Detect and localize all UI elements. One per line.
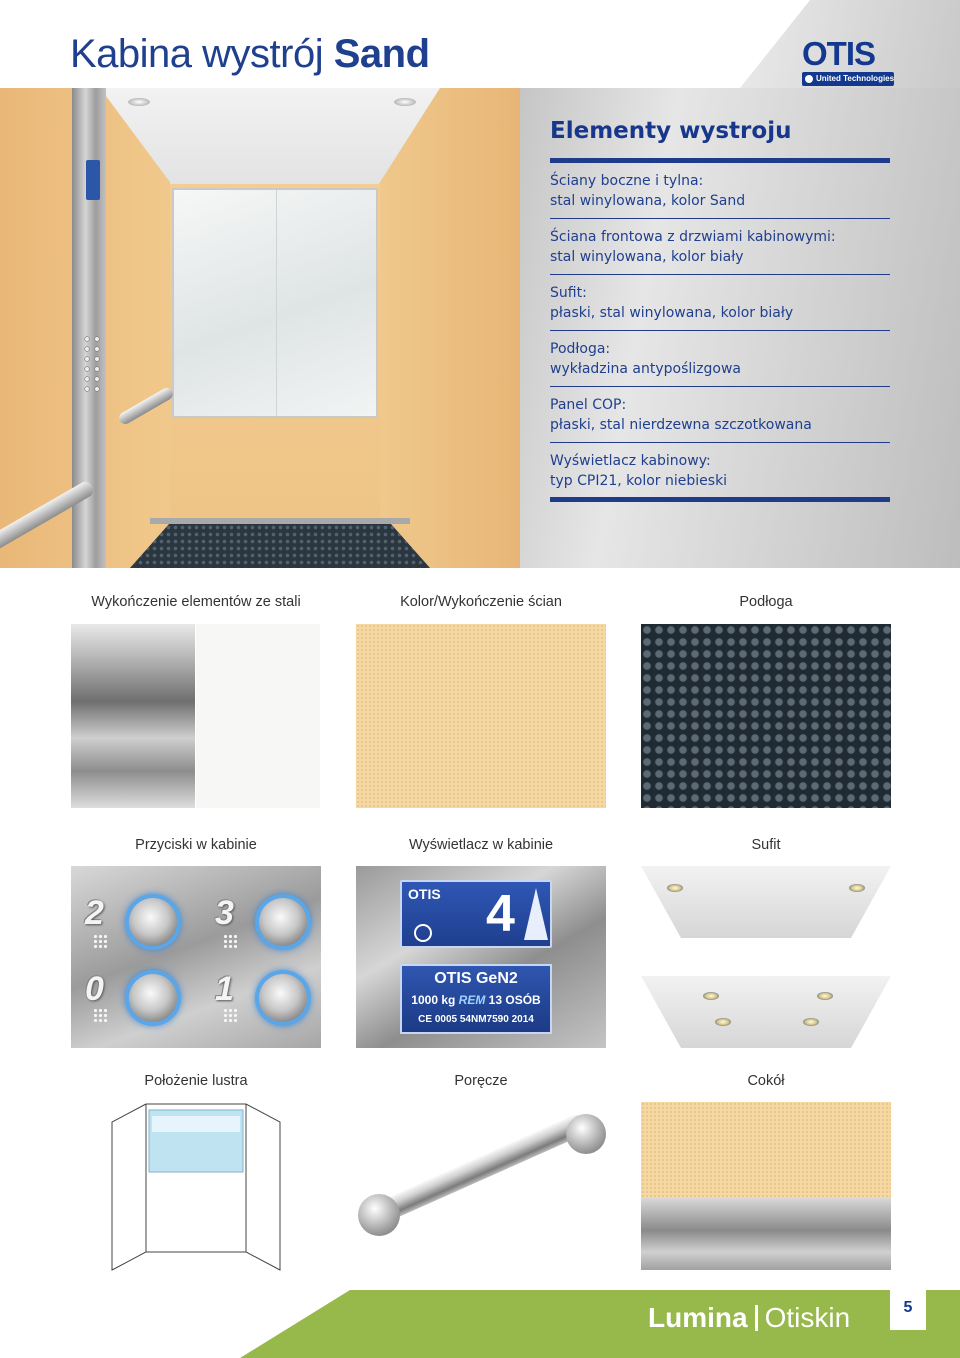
feature-item bbox=[550, 443, 890, 502]
caption-plinth: Cokół bbox=[747, 1073, 785, 1089]
handrail-end-icon bbox=[566, 1114, 606, 1154]
cabin-skirting bbox=[150, 518, 410, 524]
capacity-plate bbox=[400, 964, 552, 1034]
plate-persons: 13 OSÓB bbox=[485, 993, 541, 1007]
button-number: 2 bbox=[85, 894, 104, 932]
feature-item bbox=[550, 219, 890, 275]
caption-wall-color: Kolor/Wykończenie ścian bbox=[400, 594, 562, 610]
spotlight-icon bbox=[715, 1018, 731, 1026]
braille-icon bbox=[223, 934, 237, 948]
features-list bbox=[550, 118, 890, 502]
caption-mirror: Położenie lustra bbox=[144, 1073, 248, 1089]
floor-swatch bbox=[641, 624, 891, 808]
call-button-icon bbox=[259, 898, 307, 946]
cop-display-icon bbox=[86, 160, 100, 200]
mirror-diagram-icon bbox=[110, 1102, 282, 1272]
plate-line-2 bbox=[402, 993, 550, 1007]
logo-word: OTIS bbox=[802, 35, 876, 72]
feature-value: typ CPI21, kolor niebieski bbox=[550, 473, 728, 489]
braille-icon bbox=[93, 934, 107, 948]
sand-swatch bbox=[356, 624, 606, 808]
footer-separator bbox=[755, 1305, 758, 1331]
plinth-wall bbox=[641, 1102, 891, 1198]
spotlight-icon bbox=[803, 1018, 819, 1026]
feature-label: Sufit: bbox=[550, 285, 587, 301]
caption-handrail: Poręcze bbox=[454, 1073, 508, 1089]
logo-tag-text: United Technologies bbox=[816, 74, 895, 83]
cabin-floor bbox=[130, 524, 430, 568]
display-floor: 4 bbox=[486, 885, 513, 943]
feature-label: Ściana frontowa z drzwiami kabinowymi: bbox=[550, 229, 836, 245]
call-button-icon bbox=[129, 898, 177, 946]
plate-weight: 1000 kg bbox=[411, 993, 459, 1007]
spotlight-icon bbox=[703, 992, 719, 1000]
footer-brand bbox=[648, 1302, 850, 1334]
cabin-photo bbox=[0, 88, 520, 568]
feature-value: stal winylowana, kolor biały bbox=[550, 249, 744, 265]
plate-line-1: OTIS GeN2 bbox=[434, 970, 518, 987]
feature-value: wykładzina antypoślizgowa bbox=[550, 361, 742, 377]
feature-value: płaski, stal winylowana, kolor biały bbox=[550, 305, 794, 321]
call-button-icon bbox=[129, 974, 177, 1022]
direction-arrow-icon bbox=[524, 888, 548, 940]
buttons-image bbox=[71, 866, 321, 1048]
feature-label: Panel COP: bbox=[550, 397, 627, 413]
cop-buttons-icon bbox=[82, 334, 102, 394]
ceiling-panel-spots bbox=[641, 976, 891, 1048]
hero-section bbox=[0, 88, 960, 568]
braille-icon bbox=[223, 1008, 237, 1022]
feature-label: Wyświetlacz kabinowy: bbox=[550, 453, 711, 469]
features-title: Elementy wystroju bbox=[550, 118, 792, 144]
cabin-mirror bbox=[172, 188, 378, 418]
page-title bbox=[70, 32, 430, 77]
footer-brand-bold: Lumina bbox=[648, 1302, 748, 1333]
white-swatch bbox=[196, 624, 320, 808]
feature-value: płaski, stal nierdzewna szczotkowana bbox=[550, 417, 812, 433]
feature-item bbox=[550, 163, 890, 219]
plate-line-3: CE 0005 54NM7590 2014 bbox=[418, 1014, 534, 1025]
handrail-end-icon bbox=[358, 1194, 400, 1236]
feature-item bbox=[550, 331, 890, 387]
page-title-light: Kabina wystrój bbox=[70, 32, 334, 76]
logo-tag bbox=[802, 72, 894, 86]
call-button-icon bbox=[259, 974, 307, 1022]
ceiling-panel-flat bbox=[641, 866, 891, 938]
button-number: 3 bbox=[215, 894, 234, 932]
no-smoking-icon bbox=[414, 924, 432, 942]
feature-label: Podłoga: bbox=[550, 341, 611, 357]
page-number: 5 bbox=[890, 1290, 926, 1330]
ceiling-light-icon bbox=[394, 98, 416, 106]
caption-floor: Podłoga bbox=[739, 594, 793, 610]
feature-item bbox=[550, 275, 890, 331]
feature-value: stal winylowana, kolor Sand bbox=[550, 193, 746, 209]
caption-buttons: Przyciski w kabinie bbox=[135, 837, 257, 853]
display-image bbox=[356, 866, 606, 1048]
footer-brand-light: Otiskin bbox=[764, 1302, 851, 1333]
spotlight-icon bbox=[849, 884, 865, 892]
feature-item bbox=[550, 387, 890, 443]
plinth-steel bbox=[641, 1198, 891, 1270]
mirror-position-diagram bbox=[110, 1102, 282, 1272]
display-screen bbox=[400, 880, 552, 948]
feature-label: Ściany boczne i tylna: bbox=[550, 173, 704, 189]
braille-icon bbox=[93, 1008, 107, 1022]
caption-steel-finish: Wykończenie elementów ze stali bbox=[91, 594, 301, 610]
otis-logo bbox=[802, 35, 895, 90]
spotlight-icon bbox=[667, 884, 683, 892]
spotlight-icon bbox=[817, 992, 833, 1000]
utc-icon bbox=[805, 75, 813, 83]
caption-display: Wyświetlacz w kabinie bbox=[408, 837, 554, 853]
display-brand: OTIS bbox=[408, 886, 441, 902]
plate-rem: REM bbox=[458, 993, 486, 1007]
footer-band bbox=[240, 1290, 960, 1358]
button-number: 1 bbox=[215, 970, 234, 1008]
page-title-bold: Sand bbox=[333, 32, 430, 76]
plinth-image bbox=[641, 1102, 891, 1270]
ceiling-image bbox=[641, 866, 891, 1048]
handrail-image bbox=[356, 1102, 606, 1272]
steel-swatch bbox=[71, 624, 195, 808]
handrail-bar-icon bbox=[372, 1111, 591, 1225]
button-number: 0 bbox=[85, 970, 104, 1008]
caption-ceiling: Sufit bbox=[751, 837, 781, 853]
cabin-right-wall bbox=[380, 88, 520, 568]
ceiling-light-icon bbox=[128, 98, 150, 106]
